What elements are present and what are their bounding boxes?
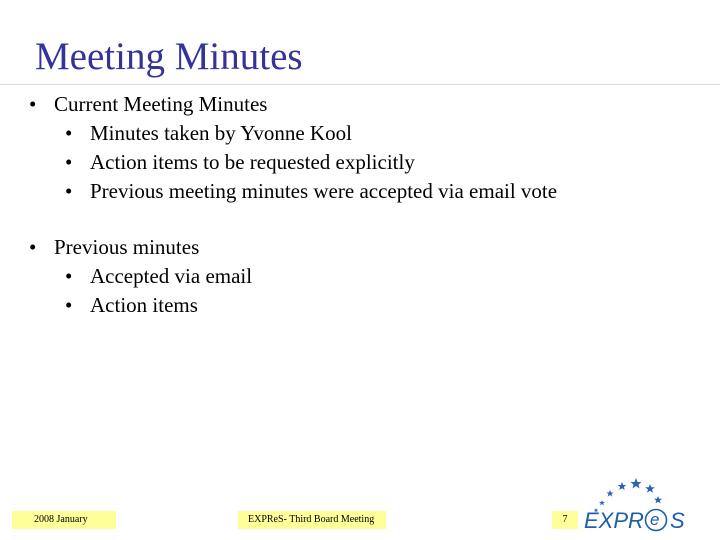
footer-date: 2008 January bbox=[12, 511, 116, 529]
bullet-marker: • bbox=[65, 150, 73, 174]
sub-bullet-item bbox=[26, 262, 686, 291]
footer-title: EXPReS- Third Board Meeting bbox=[238, 511, 386, 529]
bullet-marker: • bbox=[65, 121, 73, 145]
bullet-marker: • bbox=[65, 179, 73, 203]
slide-title: Meeting Minutes bbox=[35, 35, 303, 78]
sub-bullet-item bbox=[26, 177, 686, 206]
bullet-text: Accepted via email bbox=[90, 264, 253, 288]
bullet-item bbox=[26, 90, 686, 119]
bullet-text: Action items to be requested explicitly bbox=[90, 150, 415, 174]
bullet-marker: • bbox=[65, 293, 73, 317]
bullet-list bbox=[26, 90, 686, 320]
page-number: 7 bbox=[552, 511, 578, 529]
title-divider bbox=[0, 84, 720, 85]
bullet-text: Previous minutes bbox=[54, 235, 200, 259]
sub-bullet-item bbox=[26, 119, 686, 148]
bullet-spacer bbox=[26, 206, 686, 233]
bullet-text: Previous meeting minutes were accepted via email vote bbox=[90, 179, 558, 203]
bullet-text: Action items bbox=[90, 293, 198, 317]
expres-logo bbox=[578, 470, 718, 536]
bullet-text: Minutes taken by Yvonne Kool bbox=[90, 121, 352, 145]
bullet-text: Current Meeting Minutes bbox=[54, 92, 268, 116]
bullet-marker: • bbox=[65, 264, 73, 288]
logo-text-circle: e bbox=[650, 510, 660, 529]
sub-bullet-item bbox=[26, 291, 686, 320]
bullet-marker: • bbox=[29, 235, 37, 259]
logo-text-left: EXPR bbox=[584, 508, 644, 533]
bullet-marker: • bbox=[29, 92, 37, 116]
logo-text-right: S bbox=[670, 508, 685, 533]
sub-bullet-item bbox=[26, 148, 686, 177]
bullet-item bbox=[26, 233, 686, 262]
